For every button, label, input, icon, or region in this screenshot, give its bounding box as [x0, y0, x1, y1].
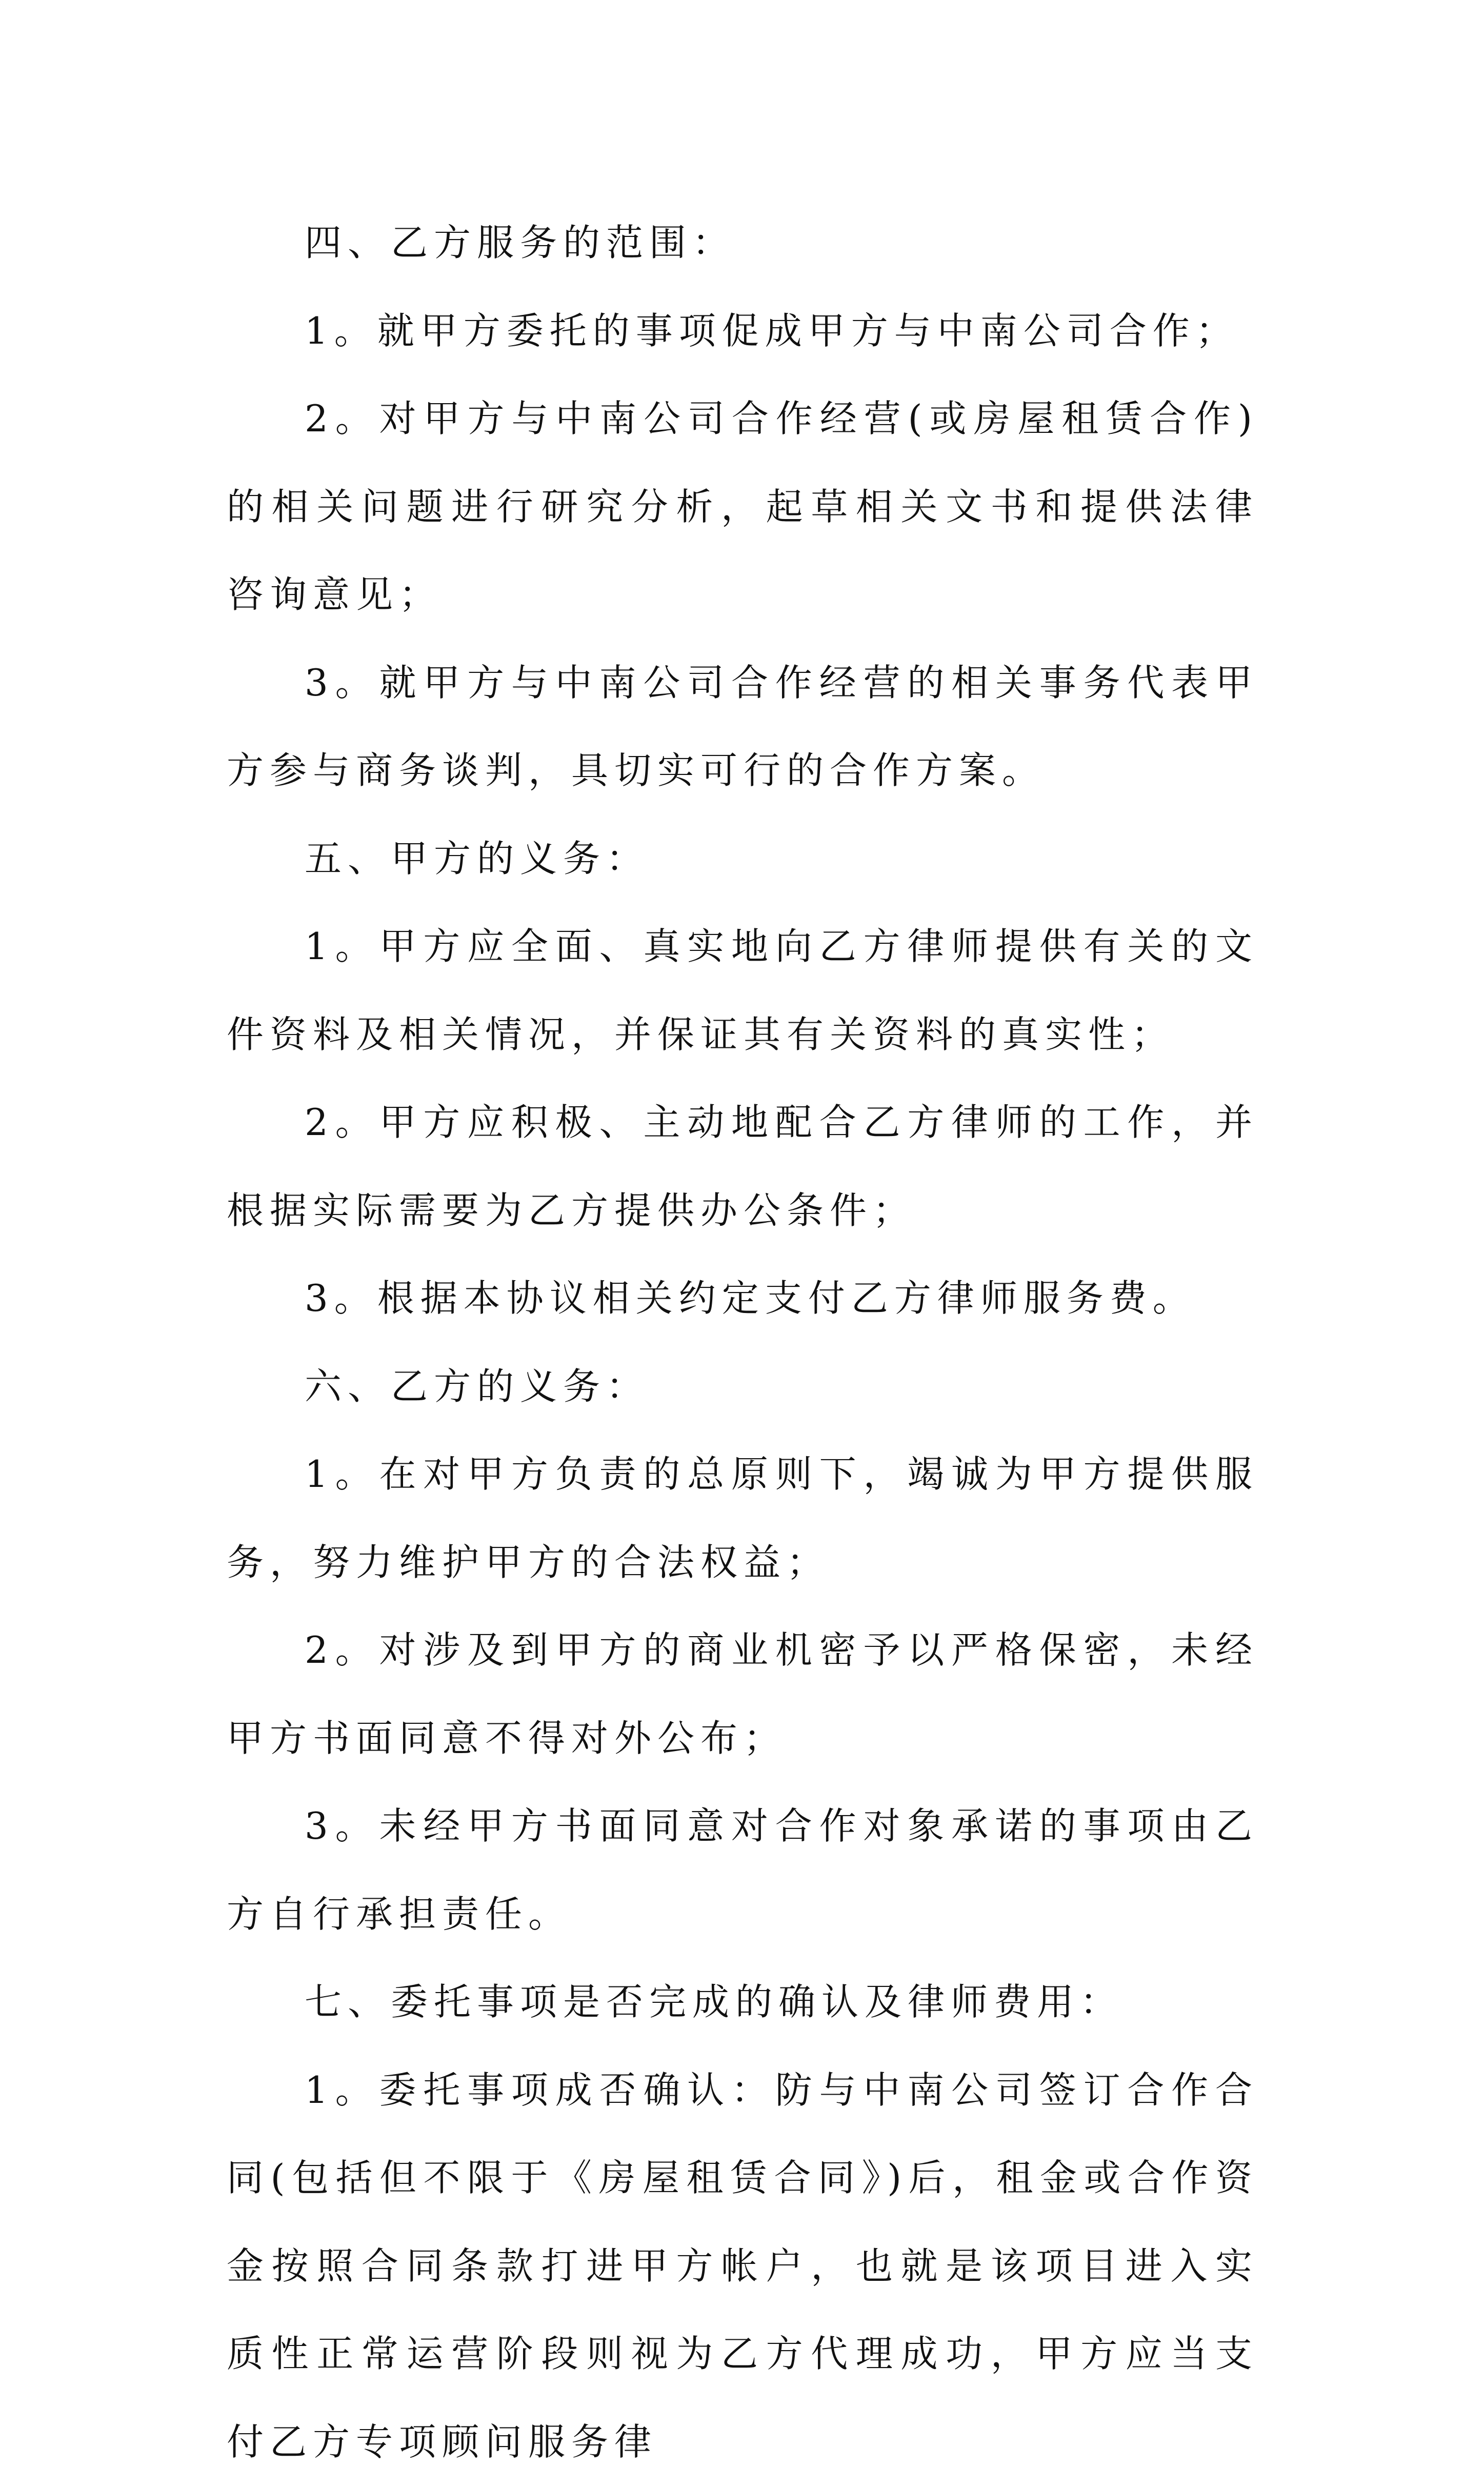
paragraph: 3。根据本协议相关约定支付乙方律师服务费。: [227, 1255, 1258, 1343]
section-heading-scope: 四、乙方服务的范围：: [227, 199, 1258, 287]
document-body: [227, 199, 1258, 2486]
paragraph: 1。在对甲方负责的总原则下，竭诚为甲方提供服务，努力维护甲方的合法权益；: [227, 1430, 1258, 1606]
section-heading-confirmation-fees: 七、委托事项是否完成的确认及律师费用：: [227, 1958, 1258, 2046]
paragraph: 2。对甲方与中南公司合作经营(或房屋租赁合作)的相关问题进行研究分析，起草相关文书和提供法律咨询意见；: [227, 375, 1258, 639]
paragraph: 3。就甲方与中南公司合作经营的相关事务代表甲方参与商务谈判，具切实可行的合作方案。: [227, 639, 1258, 815]
paragraph: 2。甲方应积极、主动地配合乙方律师的工作，并根据实际需要为乙方提供办公条件；: [227, 1079, 1258, 1255]
paragraph: 1。甲方应全面、真实地向乙方律师提供有关的文件资料及相关情况，并保证其有关资料的真实性；: [227, 903, 1258, 1079]
paragraph: 1。就甲方委托的事项促成甲方与中南公司合作；: [227, 287, 1258, 375]
section-heading-party-a-obligations: 五、甲方的义务：: [227, 815, 1258, 903]
paragraph: 2。对涉及到甲方的商业机密予以严格保密，未经甲方书面同意不得对外公布；: [227, 1606, 1258, 1782]
paragraph: 3。未经甲方书面同意对合作对象承诺的事项由乙方自行承担责任。: [227, 1782, 1258, 1958]
section-heading-party-b-obligations: 六、乙方的义务：: [227, 1343, 1258, 1431]
paragraph: 1。委托事项成否确认：防与中南公司签订合作合同(包括但不限于《房屋租赁合同》)后，租金或合作资金按照合同条款打进甲方帐户，也就是该项目进入实质性正常运营阶段则视为乙方代理成功，甲方应当支付乙方专项顾问服务律: [227, 2046, 1258, 2486]
